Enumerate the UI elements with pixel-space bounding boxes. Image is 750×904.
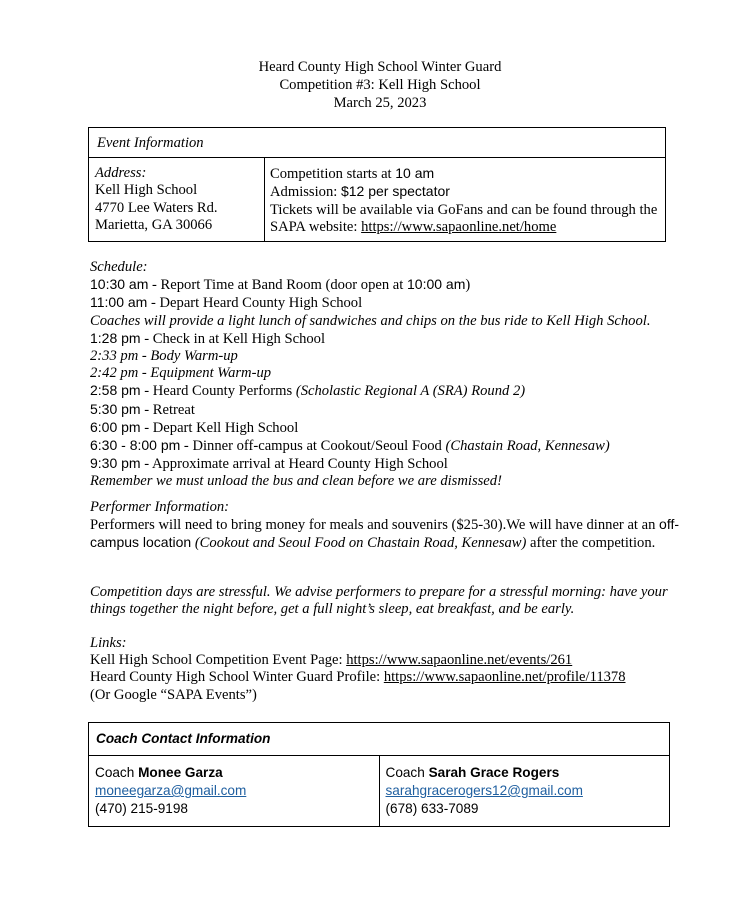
event-page-line (90, 652, 690, 669)
schedule-time: 9:30 pm (90, 455, 141, 472)
coach-name: Monee Garza (138, 765, 223, 780)
google-hint: (Or Google “SAPA Events”) (90, 686, 257, 703)
address-line-2: 4770 Lee Waters Rd. (95, 199, 218, 216)
schedule-text: - Retreat (140, 401, 195, 418)
schedule-note: (Chastain Road, Kennesaw) (445, 438, 610, 455)
schedule-time: 10:30 am (90, 276, 149, 293)
coach-contact-table (88, 722, 670, 827)
schedule-item: 2:33 pm - Body Warm-up (90, 348, 238, 365)
performer-emphasis: off-campus location (90, 516, 680, 551)
event-page-prefix: Kell High School Competition Event Page: (90, 652, 347, 669)
address-cell (89, 158, 265, 242)
event-information-header: Event Information (89, 128, 666, 158)
lunch-note: Coaches will provide a light lunch of sandwiches and chips on the bus ride to Kell High School. (90, 312, 651, 329)
address-line-1: Kell High School (95, 182, 198, 199)
schedule-text: - Report Time at Band Room (door open at (148, 277, 407, 294)
performer-italic: (Cookout and Seoul Food on Chastain Road, Kennesaw) (191, 535, 527, 552)
coach-prefix: Coach (95, 765, 139, 780)
address-label: Address: (95, 165, 147, 181)
profile-line (90, 669, 690, 686)
links-label: Links: (90, 635, 127, 651)
schedule-text: - Approximate arrival at Heard County High School (140, 456, 448, 473)
links-section (90, 635, 690, 704)
sapa-line (270, 219, 661, 236)
document-title (0, 58, 750, 112)
event-page-link[interactable]: https://www.sapaonline.net/events/261 (346, 652, 573, 669)
profile-prefix: Heard County High School Winter Guard Profile: (90, 669, 384, 686)
schedule-item: 2:42 pm - Equipment Warm-up (90, 365, 272, 382)
coach-name: Sarah Grace Rogers (428, 765, 560, 780)
schedule-item (90, 382, 690, 400)
schedule-time: 2:58 pm (90, 382, 141, 399)
schedule-label: Schedule: (90, 259, 148, 275)
title-line-2: Competition #3: Kell High School (279, 77, 481, 93)
schedule-item (90, 330, 690, 348)
schedule-text: - Heard County Performs (140, 383, 296, 400)
coach-card (379, 756, 670, 827)
schedule-time: 6:30 - 8:00 pm (90, 437, 181, 454)
coach-name-line (95, 764, 375, 782)
schedule-time: 11:00 am (90, 294, 148, 311)
performer-paragraph (90, 516, 680, 552)
schedule-item (90, 437, 690, 455)
schedule-text: ) (465, 277, 471, 294)
event-details-cell (265, 158, 666, 242)
coach-email-link[interactable]: moneegarza@gmail.com (95, 783, 247, 798)
unload-note: Remember we must unload the bus and clean before we are dismissed! (90, 473, 502, 490)
schedule-item (90, 276, 690, 294)
admission-value: $12 per spectator (340, 183, 450, 200)
admission-prefix: Admission: (270, 184, 341, 201)
tickets-line: Tickets will be available via GoFans and can be found through the (270, 201, 658, 218)
start-time-value: 10 am (395, 165, 435, 181)
performer-label: Performer Information: (90, 499, 230, 515)
sapa-prefix: SAPA website: (270, 219, 362, 236)
schedule-time: 6:00 pm (90, 418, 141, 435)
title-line-3: March 25, 2023 (333, 95, 427, 111)
performer-text: after the competition. (526, 535, 656, 552)
performer-section (90, 499, 690, 553)
title-line-1: Heard County High School Winter Guard (258, 59, 502, 75)
schedule-item (90, 401, 690, 419)
schedule-time: 1:28 pm (90, 329, 141, 346)
schedule-time: 10:00 am (407, 276, 466, 293)
start-time-prefix: Competition starts at (270, 166, 396, 182)
schedule-item (90, 419, 690, 437)
schedule-section (90, 259, 690, 491)
stress-note: Competition days are stressful. We advise performers to prepare for a stressful morning: have your things together the night before, get a full night’s sleep, eat breakfast, and be early. (90, 584, 668, 618)
coach-prefix: Coach (385, 765, 429, 780)
event-information-table (88, 127, 666, 242)
schedule-time: 5:30 pm (90, 400, 141, 417)
address-line-3: Marietta, GA 30066 (95, 217, 213, 234)
coach-phone: (678) 633-7089 (385, 801, 479, 816)
schedule-item (90, 294, 690, 312)
coach-card (89, 756, 380, 827)
admission-line (270, 183, 661, 201)
coach-email-link[interactable]: sarahgracerogers12@gmail.com (385, 783, 583, 798)
coach-name-line (386, 764, 666, 782)
sapa-home-link[interactable]: https://www.sapaonline.net/home (361, 219, 557, 236)
start-time-line (270, 165, 661, 183)
schedule-item (90, 455, 690, 473)
schedule-text: - Check in at Kell High School (140, 330, 326, 347)
schedule-text: - Depart Heard County High School (147, 295, 363, 312)
coach-contact-header: Coach Contact Information (89, 723, 670, 756)
schedule-text: - Dinner off-campus at Cookout/Seoul Food (180, 438, 446, 455)
performer-text: Performers will need to bring money for meals and souvenirs ($25-30).We will have dinner at an (90, 517, 660, 534)
schedule-text: - Depart Kell High School (140, 419, 299, 436)
coach-phone: (470) 215-9198 (95, 801, 188, 816)
profile-link[interactable]: https://www.sapaonline.net/profile/11378 (383, 669, 626, 686)
schedule-note: (Scholastic Regional A (SRA) Round 2) (295, 383, 526, 400)
